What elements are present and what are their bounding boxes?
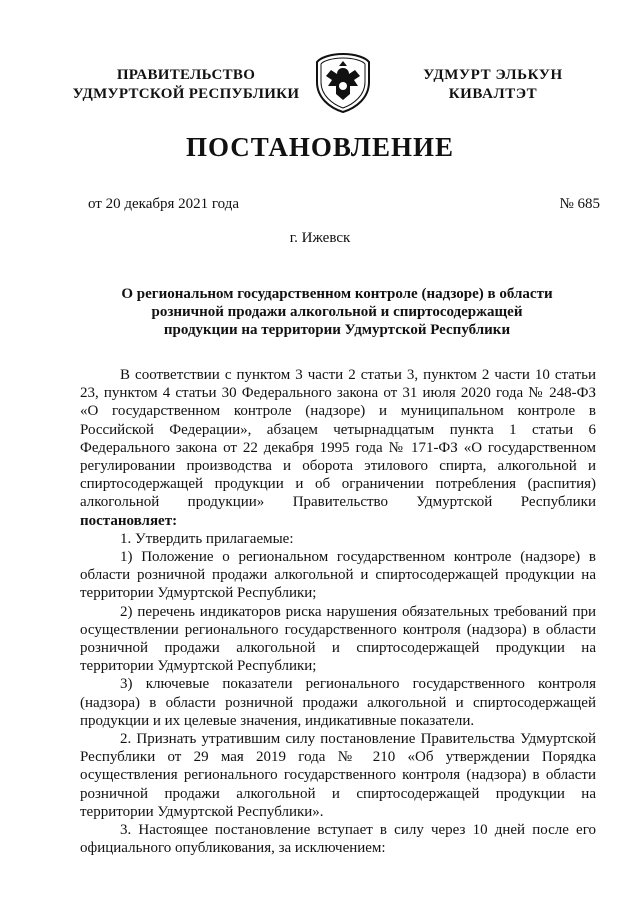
subject-line-2: розничной продажи алкогольной и спиртосодержащей xyxy=(151,304,523,320)
document-date: от 20 декабря 2021 года xyxy=(88,196,240,212)
item-2: 2. Признать утратившим силу постановление Правительства Удмуртской Республики от 29 мая 2019 года № 210 «Об утверждении Порядка осуществления регионального государственного контроля (надзора) в области розничной продажи алкогольной и спиртосодержащей продукции на территории Удмуртской Республики». xyxy=(80,731,596,820)
issuer-line-1: ПРАВИТЕЛЬСТВО xyxy=(116,67,256,83)
coat-of-arms-icon xyxy=(314,52,372,114)
subject-line-1: О региональном государственном контроле (надзоре) в области xyxy=(121,286,553,302)
issuer-udm-line-1: УДМУРТ ЭЛЬКУН xyxy=(423,67,563,83)
item-1-2: 2) перечень индикаторов риска нарушения обязательных требований при осуществлении регионального государственного контроля (надзора) в области розничной продажи алкогольной и спиртосодержащей продукции на территории Удмуртской Республики; xyxy=(80,603,596,675)
issuer-line-2: УДМУРТСКОЙ РЕСПУБЛИКИ xyxy=(72,86,300,102)
item-1-3: 3) ключевые показатели регионального государственного контроля (надзора) в области розничной продажи алкогольной и спиртосодержащей продукции и их целевые значения, индикативные показатели. xyxy=(80,676,596,729)
item-1: 1. Утвердить прилагаемые: xyxy=(120,530,294,547)
document-body xyxy=(80,366,596,857)
preamble-paragraph xyxy=(80,366,596,530)
document-number: № 685 xyxy=(559,196,600,212)
document-title: ПОСТАНОВЛЕНИЕ xyxy=(185,132,455,162)
preamble-text: В соответствии с пунктом 3 части 2 статьи 3, пунктом 2 части 10 статьи 23, пунктом 4 статьи 30 Федерального закона от 31 июля 2020 года № 248-ФЗ «О государственном контроле (надзоре) и муниципальном контроле в Российской Федерации», абзацем четырнадцатым пункта 1 статьи 6 Федерального закона от 22 декабря 1995 года № 171-ФЗ «О государственном регулировании производства и оборота этилового спирта, алкогольной и спиртосодержащей продукции и об ограничении потребления (распития) алкогольной продукции» Правительство Удмуртской Республики xyxy=(80,367,596,511)
document-subject xyxy=(90,285,584,339)
decree-colon: : xyxy=(172,512,178,529)
issuer-name-russian xyxy=(64,66,308,104)
decree-word: постановляет xyxy=(80,512,173,529)
issuer-udm-line-2: КИВАЛТЭТ xyxy=(448,86,538,102)
subject-line-3: продукции на территории Удмуртской Республики xyxy=(163,322,511,338)
document-city: г. Ижевск xyxy=(289,230,351,246)
item-1-1: 1) Положение о региональном государственном контроле (надзоре) в области розничной продажи алкогольной и спиртосодержащей продукции на территории Удмуртской Республики; xyxy=(80,549,596,602)
issuer-name-udmurt xyxy=(398,66,588,104)
item-3: 3. Настоящее постановление вступает в силу через 10 дней после его официального опубликования, за исключением: xyxy=(80,822,596,857)
